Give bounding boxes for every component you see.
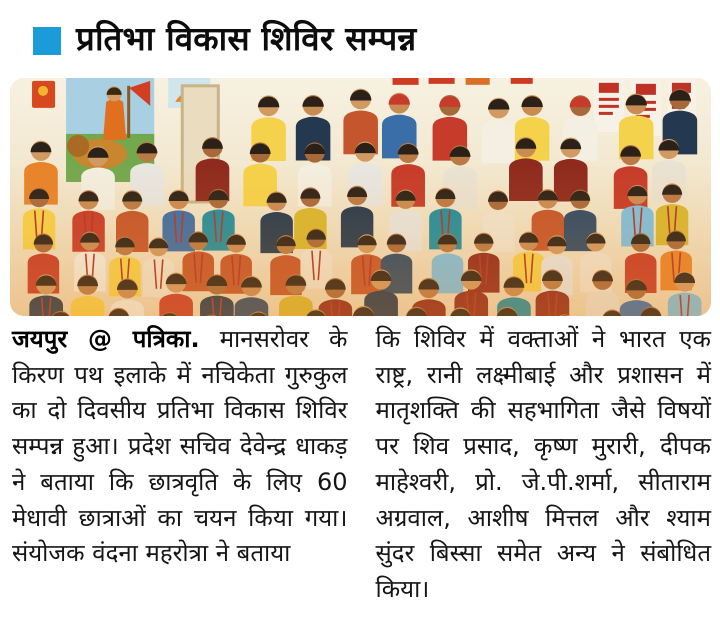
article-body [12, 322, 711, 608]
photo-tint [10, 78, 711, 316]
article-text-left: मानसरोवर के किरण पथ इलाके में नचिकेता गुरुकुल का दो दिवसीय प्रतिभा विकास शिविर सम्पन्न हुआ। प्रदेश सचिव देवेन्द्र धाकड़ ने बताया कि छात्रवृति के लिए 60 मेधावी छात्राओं का चयन किया गया। संयोजक वंदना महरोत्रा ने बताया [12, 325, 348, 568]
headline [33, 19, 417, 59]
group-photo-illustration [10, 78, 711, 316]
headline-bullet-icon [33, 27, 61, 55]
dateline: जयपुर @ पत्रिका. [12, 325, 200, 353]
group-photo [10, 78, 711, 316]
article-column-left [12, 322, 348, 608]
article-column-right: कि शिविर में वक्ताओं ने भारत एक राष्ट्र, रानी लक्ष्मीबाई और प्रशासन में मातृशक्ति की सहभागिता जैसे विषयों पर शिव प्रसाद, कृष्ण मुरारी, दीपक माहेश्वरी, प्रो. जे.पी.शर्मा, सीताराम अग्रवाल, आशीष मित्तल और श्याम सुंदर बिस्सा समेत अन्य ने संबोधित किया। [375, 325, 711, 603]
page-title: प्रतिभा विकास शिविर सम्पन्न [76, 19, 417, 58]
